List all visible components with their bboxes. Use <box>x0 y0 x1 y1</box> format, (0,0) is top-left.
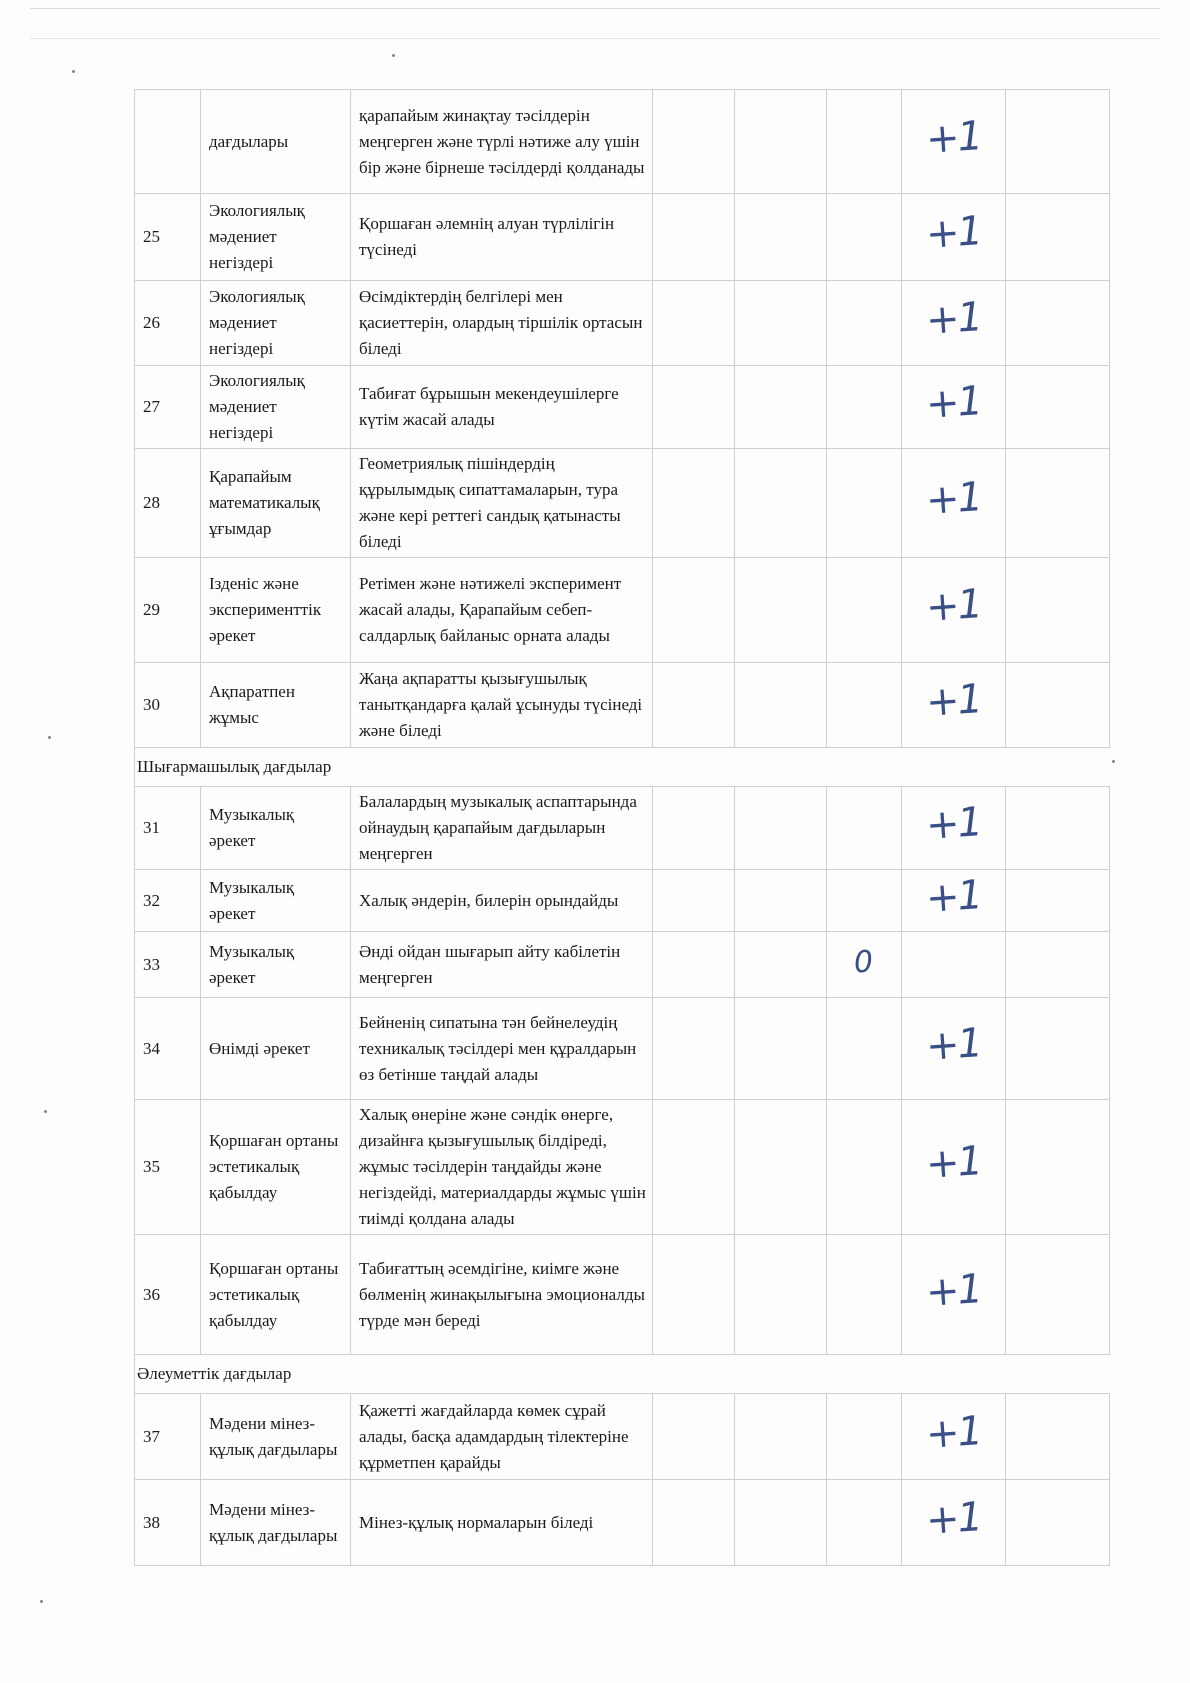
handwritten-mark: +1 <box>924 112 983 163</box>
row-number <box>135 1235 201 1355</box>
empty-cell <box>653 1100 735 1235</box>
mark-high-cell <box>902 787 1006 870</box>
row-area-text: Өнімді әрекет <box>209 1038 310 1058</box>
empty-cell <box>653 1480 735 1566</box>
empty-cell <box>653 932 735 998</box>
row-area <box>201 663 351 748</box>
row-description-text: Мінез-құлық нормаларын біледі <box>359 1512 594 1532</box>
empty-cell <box>1006 366 1110 449</box>
empty-cell <box>1006 1235 1110 1355</box>
mark-low-cell <box>827 998 902 1100</box>
empty-cell <box>735 932 827 998</box>
empty-cell <box>735 663 827 748</box>
empty-cell <box>735 366 827 449</box>
scan-speck <box>44 1110 47 1113</box>
row-description <box>351 787 653 870</box>
empty-cell <box>653 281 735 366</box>
handwritten-mark: +1 <box>924 1138 983 1188</box>
row-area-text: Музыкалық әрекет <box>209 805 295 850</box>
row-area <box>201 281 351 366</box>
row-area-text: Қоршаған ортаны эстетикалық қабылдау <box>209 1131 339 1202</box>
table-row <box>135 932 1110 998</box>
section-heading: Шығармашылық дағдылар <box>135 748 1110 787</box>
empty-cell <box>1006 194 1110 281</box>
row-number-text: 32 <box>143 890 160 910</box>
row-description <box>351 1394 653 1480</box>
empty-cell <box>735 787 827 870</box>
mark-low-cell <box>827 558 902 663</box>
empty-cell <box>1006 449 1110 558</box>
empty-cell <box>1006 1100 1110 1235</box>
row-number <box>135 90 201 194</box>
mark-low-cell <box>827 663 902 748</box>
row-description-text: Ретімен және нәтижелі эксперимент жасай алады, Қарапайым себеп-салдарлық байланыс орната алады <box>359 574 622 645</box>
row-area-text: Қоршаған ортаны эстетикалық қабылдау <box>209 1258 339 1330</box>
row-description-text: Бейненің сипатына тән бейнелеудің техникалық тәсілдері мен құралдарын өз бетінше таңдай алады <box>359 1012 637 1084</box>
table-row <box>135 558 1110 663</box>
row-description <box>351 1235 653 1355</box>
row-area-text: Экологиялық мәдениет негіздері <box>209 287 305 358</box>
mark-high-cell <box>902 870 1006 932</box>
row-description-text: Әнді ойдан шығарып айту кабілетін меңгерген <box>359 941 621 987</box>
row-number <box>135 870 201 932</box>
mark-high-cell <box>902 366 1006 449</box>
row-number-text: 27 <box>143 397 160 416</box>
handwritten-mark: +1 <box>924 581 983 631</box>
assessment-table <box>134 89 1110 1566</box>
mark-low-cell <box>827 787 902 870</box>
row-description-text: Өсімдіктердің белгілері мен қасиеттерін, олардың тіршілік ортасын біледі <box>359 287 643 358</box>
mark-low-cell <box>827 366 902 449</box>
section-heading: Әлеуметтік дағдылар <box>135 1355 1110 1394</box>
row-number-text: 29 <box>143 600 160 619</box>
empty-cell <box>735 90 827 194</box>
handwritten-mark: +1 <box>924 1493 983 1544</box>
row-area <box>201 366 351 449</box>
row-number-text: 33 <box>143 954 160 974</box>
empty-cell <box>1006 281 1110 366</box>
row-area <box>201 558 351 663</box>
row-number-text: 28 <box>143 493 160 512</box>
row-area-text: Экологиялық мәдениет негіздері <box>209 371 305 442</box>
row-number-text: 35 <box>143 1157 160 1176</box>
table-body <box>135 90 1110 1566</box>
scan-speck <box>72 70 75 73</box>
table-row <box>135 281 1110 366</box>
empty-cell <box>1006 998 1110 1100</box>
row-number <box>135 558 201 663</box>
mark-high-cell <box>902 90 1006 194</box>
empty-cell <box>653 663 735 748</box>
row-description <box>351 558 653 663</box>
row-description <box>351 870 653 932</box>
handwritten-mark: +1 <box>924 378 983 428</box>
table-row <box>135 787 1110 870</box>
empty-cell <box>735 870 827 932</box>
handwritten-mark: +1 <box>924 1265 983 1316</box>
row-description <box>351 1480 653 1566</box>
row-area-text: Мәдени мінез-құлық дағдылары <box>209 1413 338 1459</box>
row-number-text: 36 <box>143 1284 160 1304</box>
row-number-text: 25 <box>143 227 160 246</box>
row-description-text: Жаңа ақпаратты қызығушылық танытқандарға қалай ұсынуды түсінеді және біледі <box>359 669 643 740</box>
row-number-text: 37 <box>143 1426 160 1446</box>
mark-high-cell <box>902 194 1006 281</box>
empty-cell <box>735 194 827 281</box>
row-description-text: Табиғат бұрышын мекендеушілерге күтім жасай алады <box>359 384 619 429</box>
empty-cell <box>1006 90 1110 194</box>
empty-cell <box>1006 787 1110 870</box>
row-description <box>351 449 653 558</box>
mark-low-cell <box>827 1235 902 1355</box>
empty-cell <box>1006 870 1110 932</box>
row-area <box>201 1394 351 1480</box>
empty-cell <box>653 1235 735 1355</box>
table-row <box>135 663 1110 748</box>
handwritten-mark: +1 <box>924 871 983 922</box>
row-number <box>135 663 201 748</box>
table-row <box>135 1480 1110 1566</box>
row-area-text: Музыкалық әрекет <box>209 877 295 923</box>
empty-cell <box>735 1100 827 1235</box>
section-row <box>135 1355 1110 1394</box>
mark-low-cell <box>827 1480 902 1566</box>
mark-high-cell <box>902 449 1006 558</box>
empty-cell <box>1006 663 1110 748</box>
table-row <box>135 449 1110 558</box>
empty-cell <box>1006 1394 1110 1480</box>
mark-high-cell <box>902 663 1006 748</box>
handwritten-mark: +1 <box>924 1019 983 1070</box>
row-description-text: Геометриялық пішіндердің құрылымдық сипаттамаларын, тура және кері реттегі сандық қатынасты біледі <box>359 454 621 551</box>
mark-high-cell <box>902 1235 1006 1355</box>
empty-cell <box>735 281 827 366</box>
table-row <box>135 1100 1110 1235</box>
row-number <box>135 366 201 449</box>
scan-edge-top <box>30 8 1160 9</box>
row-number-text: 31 <box>143 818 160 837</box>
mark-low-cell <box>827 1394 902 1480</box>
empty-cell <box>653 194 735 281</box>
table-row <box>135 1235 1110 1355</box>
empty-cell <box>1006 1480 1110 1566</box>
row-number-text: 34 <box>143 1038 160 1058</box>
handwritten-mark: +1 <box>924 294 983 344</box>
handwritten-mark: +1 <box>924 799 983 849</box>
mark-high-cell <box>902 1394 1006 1480</box>
mark-high-cell <box>902 281 1006 366</box>
empty-cell <box>735 1480 827 1566</box>
row-description <box>351 932 653 998</box>
empty-cell <box>653 449 735 558</box>
row-number-text: 38 <box>143 1512 160 1532</box>
empty-cell <box>735 449 827 558</box>
mark-high-cell <box>902 932 1006 998</box>
row-number <box>135 449 201 558</box>
empty-cell <box>653 1394 735 1480</box>
row-number <box>135 1480 201 1566</box>
row-area-text: Ақпаратпен жұмыс <box>209 682 295 727</box>
row-area-text: Ізденіс және эксперименттік әрекет <box>209 574 322 645</box>
table-row <box>135 366 1110 449</box>
row-area <box>201 932 351 998</box>
table-row <box>135 870 1110 932</box>
table-row <box>135 194 1110 281</box>
row-description <box>351 281 653 366</box>
empty-cell <box>653 870 735 932</box>
mark-low-cell <box>827 281 902 366</box>
row-area <box>201 449 351 558</box>
row-number <box>135 1100 201 1235</box>
row-area-text: Экологиялық мәдениет негіздері <box>209 201 305 272</box>
table-row <box>135 90 1110 194</box>
scan-speck <box>48 736 51 739</box>
empty-cell <box>1006 558 1110 663</box>
row-area-text: Мәдени мінез-құлық дағдылары <box>209 1499 338 1545</box>
row-area <box>201 1235 351 1355</box>
row-area-text: Қарапайым математикалық ұғымдар <box>209 467 320 538</box>
row-number <box>135 998 201 1100</box>
empty-cell <box>653 90 735 194</box>
row-number <box>135 787 201 870</box>
row-area <box>201 194 351 281</box>
mark-low-cell <box>827 1100 902 1235</box>
row-description <box>351 366 653 449</box>
empty-cell <box>735 998 827 1100</box>
row-description-text: Қоршаған әлемнің алуан түрлілігін түсінеді <box>359 214 615 259</box>
mark-low-cell <box>827 90 902 194</box>
empty-cell <box>735 1394 827 1480</box>
row-description <box>351 194 653 281</box>
row-description <box>351 1100 653 1235</box>
handwritten-mark: +1 <box>924 1407 983 1458</box>
mark-high-cell <box>902 1480 1006 1566</box>
row-area <box>201 90 351 194</box>
scan-speck <box>40 1600 43 1603</box>
row-number <box>135 932 201 998</box>
row-number <box>135 194 201 281</box>
mark-high-cell <box>902 998 1006 1100</box>
row-description-text: Табиғаттың әсемдігіне, киімге және бөлменің жинақылығына эмоционалды түрде мән береді <box>359 1258 645 1330</box>
mark-low-cell <box>827 449 902 558</box>
row-description-text: қарапайым жинақтау тәсілдерін меңгерген және түрлі нәтиже алу үшін бір және бірнеше тәсілдерді қолданады <box>359 105 645 177</box>
row-area-text: Музыкалық әрекет <box>209 941 295 987</box>
empty-cell <box>653 558 735 663</box>
row-description-text: Халық әндерін, билерін орындайды <box>359 890 619 910</box>
row-area <box>201 1100 351 1235</box>
row-number-text: 30 <box>143 695 160 714</box>
mark-low-cell <box>827 932 902 998</box>
empty-cell <box>653 366 735 449</box>
row-description <box>351 998 653 1100</box>
table-row <box>135 1394 1110 1480</box>
handwritten-mark: +1 <box>924 474 983 524</box>
mark-high-cell <box>902 558 1006 663</box>
row-number <box>135 281 201 366</box>
row-area <box>201 787 351 870</box>
row-description <box>351 663 653 748</box>
handwritten-mark: +1 <box>924 208 983 258</box>
row-description <box>351 90 653 194</box>
row-number <box>135 1394 201 1480</box>
scan-speck <box>392 54 395 57</box>
empty-cell <box>735 1235 827 1355</box>
row-area <box>201 1480 351 1566</box>
handwritten-mark: +1 <box>924 676 983 726</box>
row-area <box>201 870 351 932</box>
scan-edge-line <box>30 38 1160 39</box>
empty-cell <box>653 998 735 1100</box>
handwritten-mark: 0 <box>853 943 875 981</box>
row-description-text: Балалардың музыкалық аспаптарында ойнаудың қарапайым дағдыларын меңгерген <box>359 792 637 863</box>
mark-low-cell <box>827 194 902 281</box>
empty-cell <box>653 787 735 870</box>
row-area <box>201 998 351 1100</box>
mark-low-cell <box>827 870 902 932</box>
row-area-text: дағдылары <box>209 131 289 151</box>
row-description-text: Халық өнеріне және сәндік өнерге, дизайнға қызығушылық білдіреді, жұмыс тәсілдерін таңдайды және негіздейді, материалдарды жұмыс үшін тиімді қолдана алады <box>359 1105 646 1228</box>
row-number-text: 26 <box>143 313 160 332</box>
table-row <box>135 998 1110 1100</box>
empty-cell <box>735 558 827 663</box>
row-description-text: Қажетті жағдайларда көмек сұрай алады, басқа адамдардың тілектеріне құрметпен қарайды <box>359 1400 629 1472</box>
section-row <box>135 748 1110 787</box>
mark-high-cell <box>902 1100 1006 1235</box>
scan-speck <box>1112 760 1115 763</box>
empty-cell <box>1006 932 1110 998</box>
